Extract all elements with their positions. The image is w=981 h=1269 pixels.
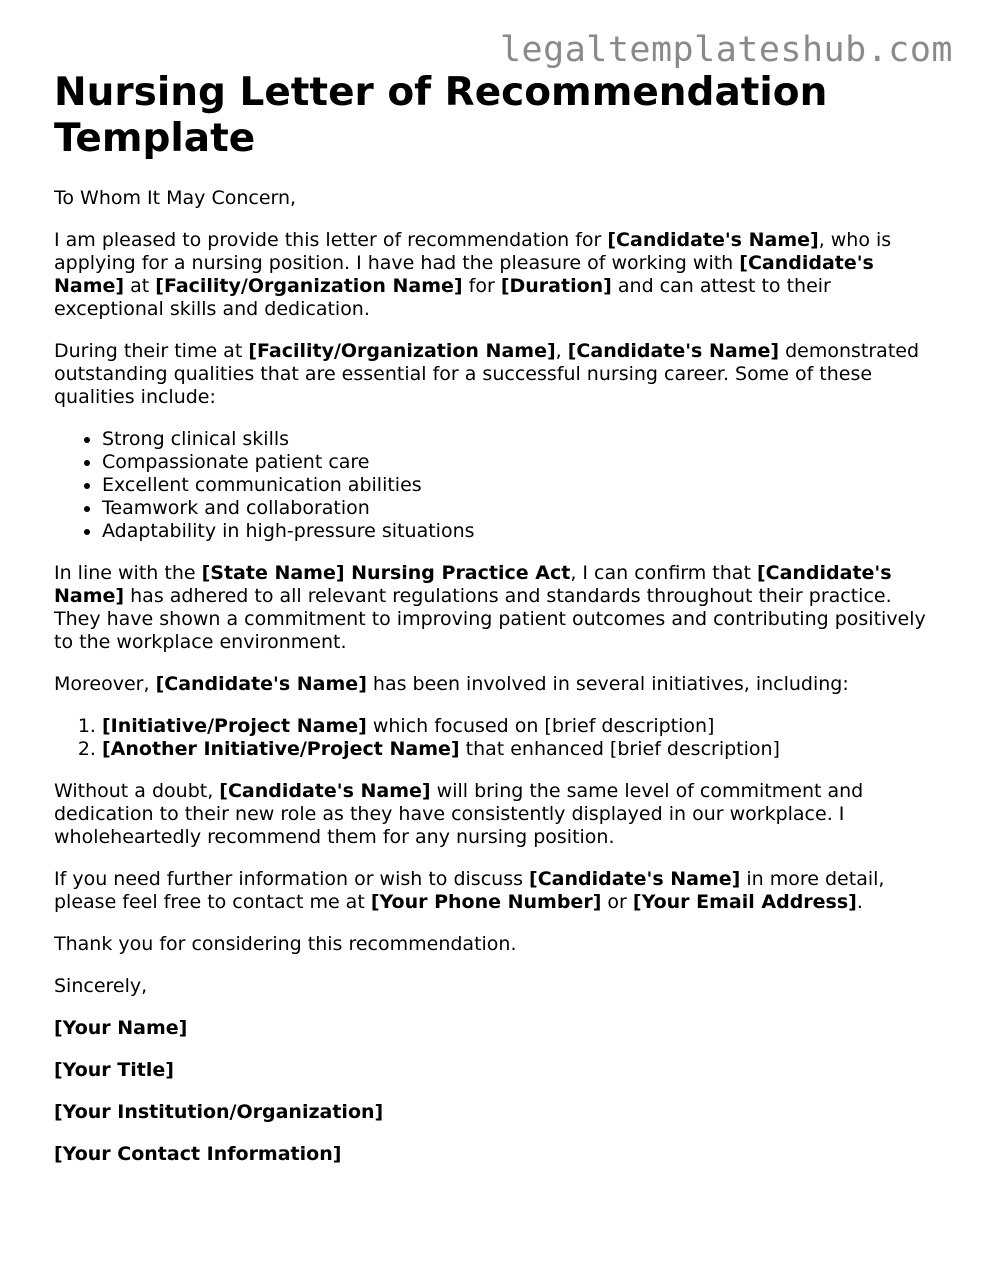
list-item: • Compassionate patient care xyxy=(102,451,931,474)
placeholder-candidate-name: [Candidate's Name] xyxy=(155,673,367,695)
placeholder-candidate-name: [Candidate's Name] xyxy=(529,868,741,890)
signature-contact-text: [Your Contact Information] xyxy=(54,1143,342,1165)
placeholder-facility-name: [Facility/Organization Name] xyxy=(155,275,463,297)
greeting: To Whom It May Concern, xyxy=(54,187,297,209)
text-span: and can attest to their exceptional skills and dedication. xyxy=(54,275,831,320)
qualities-list xyxy=(54,428,931,543)
text-span: I am pleased to provide this letter of recommendation for xyxy=(54,229,608,251)
signature-title xyxy=(54,1059,931,1082)
closing-line: Sincerely, xyxy=(54,975,148,997)
text-span: . xyxy=(856,891,863,913)
contact-paragraph xyxy=(54,868,931,914)
placeholder-candidate-name: [Candidate's Name] xyxy=(607,229,819,251)
text-span: in more detail, please feel free to contact me at xyxy=(54,868,885,913)
text-span: If you need further information or wish to discuss xyxy=(54,868,530,890)
text-span: which focused on [brief description] xyxy=(366,715,715,737)
signature-org-text: [Your Institution/Organization] xyxy=(54,1101,384,1123)
placeholder-practice-act: [State Name] Nursing Practice Act xyxy=(201,562,571,584)
placeholder-initiative-name: [Another Initiative/Project Name] xyxy=(102,738,460,760)
list-item xyxy=(102,738,931,761)
placeholder-facility-name: [Facility/Organization Name] xyxy=(248,340,556,362)
watermark: legaltemplateshub.com xyxy=(499,30,953,70)
text-span: that enhanced [brief description] xyxy=(459,738,780,760)
text-span: Without a doubt, xyxy=(54,780,220,802)
text-span: , xyxy=(555,340,568,362)
page-title: Nursing Letter of Recommendation Template xyxy=(54,70,828,161)
signature-block xyxy=(54,1017,931,1166)
signature-contact xyxy=(54,1143,931,1166)
signature-name xyxy=(54,1017,931,1040)
placeholder-phone-number: [Your Phone Number] xyxy=(370,891,602,913)
text-span: Moreover, xyxy=(54,673,156,695)
text-span: In line with the xyxy=(54,562,202,584)
placeholder-candidate-name: [Candidate's Name] xyxy=(567,340,780,362)
signature-org xyxy=(54,1101,931,1124)
text-span: at xyxy=(124,275,156,297)
initiatives-list xyxy=(54,715,931,761)
text-span: has adhered to all relevant regulations and standards throughout their practice. They have shown a commitment to improving patient outcomes and contributing positively to the workplace environment. xyxy=(54,585,926,653)
placeholder-initiative-name: [Initiative/Project Name] xyxy=(102,715,367,737)
list-item: • Strong clinical skills xyxy=(102,428,931,451)
placeholder-candidate-name: [Candidate's Name] xyxy=(219,780,431,802)
text-span: or xyxy=(601,891,633,913)
qualities-paragraph xyxy=(54,340,931,409)
text-span: for xyxy=(462,275,501,297)
list-item: • Adaptability in high-pressure situations xyxy=(102,520,931,543)
initiatives-paragraph xyxy=(54,673,931,696)
placeholder-duration: [Duration] xyxy=(500,275,612,297)
text-span: During their time at xyxy=(54,340,249,362)
intro-paragraph xyxy=(54,229,931,321)
letter-body xyxy=(54,187,931,1185)
list-item: • Teamwork and collaboration xyxy=(102,497,931,520)
text-span: demonstrated outstanding qualities that are essential for a successful nursing career. Some of these qualities include: xyxy=(54,340,920,408)
signature-title-text: [Your Title] xyxy=(54,1059,174,1081)
text-span: , I can confirm that xyxy=(570,562,757,584)
placeholder-email-address: [Your Email Address] xyxy=(632,891,857,913)
list-item xyxy=(102,715,931,738)
placeholder-candidate-name: [Candidate's Name] xyxy=(54,252,874,297)
text-span: has been involved in several initiatives, including: xyxy=(366,673,849,695)
endorsement-paragraph xyxy=(54,780,931,849)
text-span: will bring the same level of commitment and dedication to their new role as they have consistently displayed in our workplace. I wholeheartedly recommend them for any nursing position. xyxy=(54,780,864,848)
list-item: • Excellent communication abilities xyxy=(102,474,931,497)
thanks-line: Thank you for considering this recommendation. xyxy=(54,933,517,955)
compliance-paragraph xyxy=(54,562,931,654)
text-span: , who is applying for a nursing position. I have had the pleasure of working with xyxy=(54,229,892,274)
placeholder-candidate-name: [Candidate's Name] xyxy=(54,562,892,607)
signature-name-text: [Your Name] xyxy=(54,1017,188,1039)
